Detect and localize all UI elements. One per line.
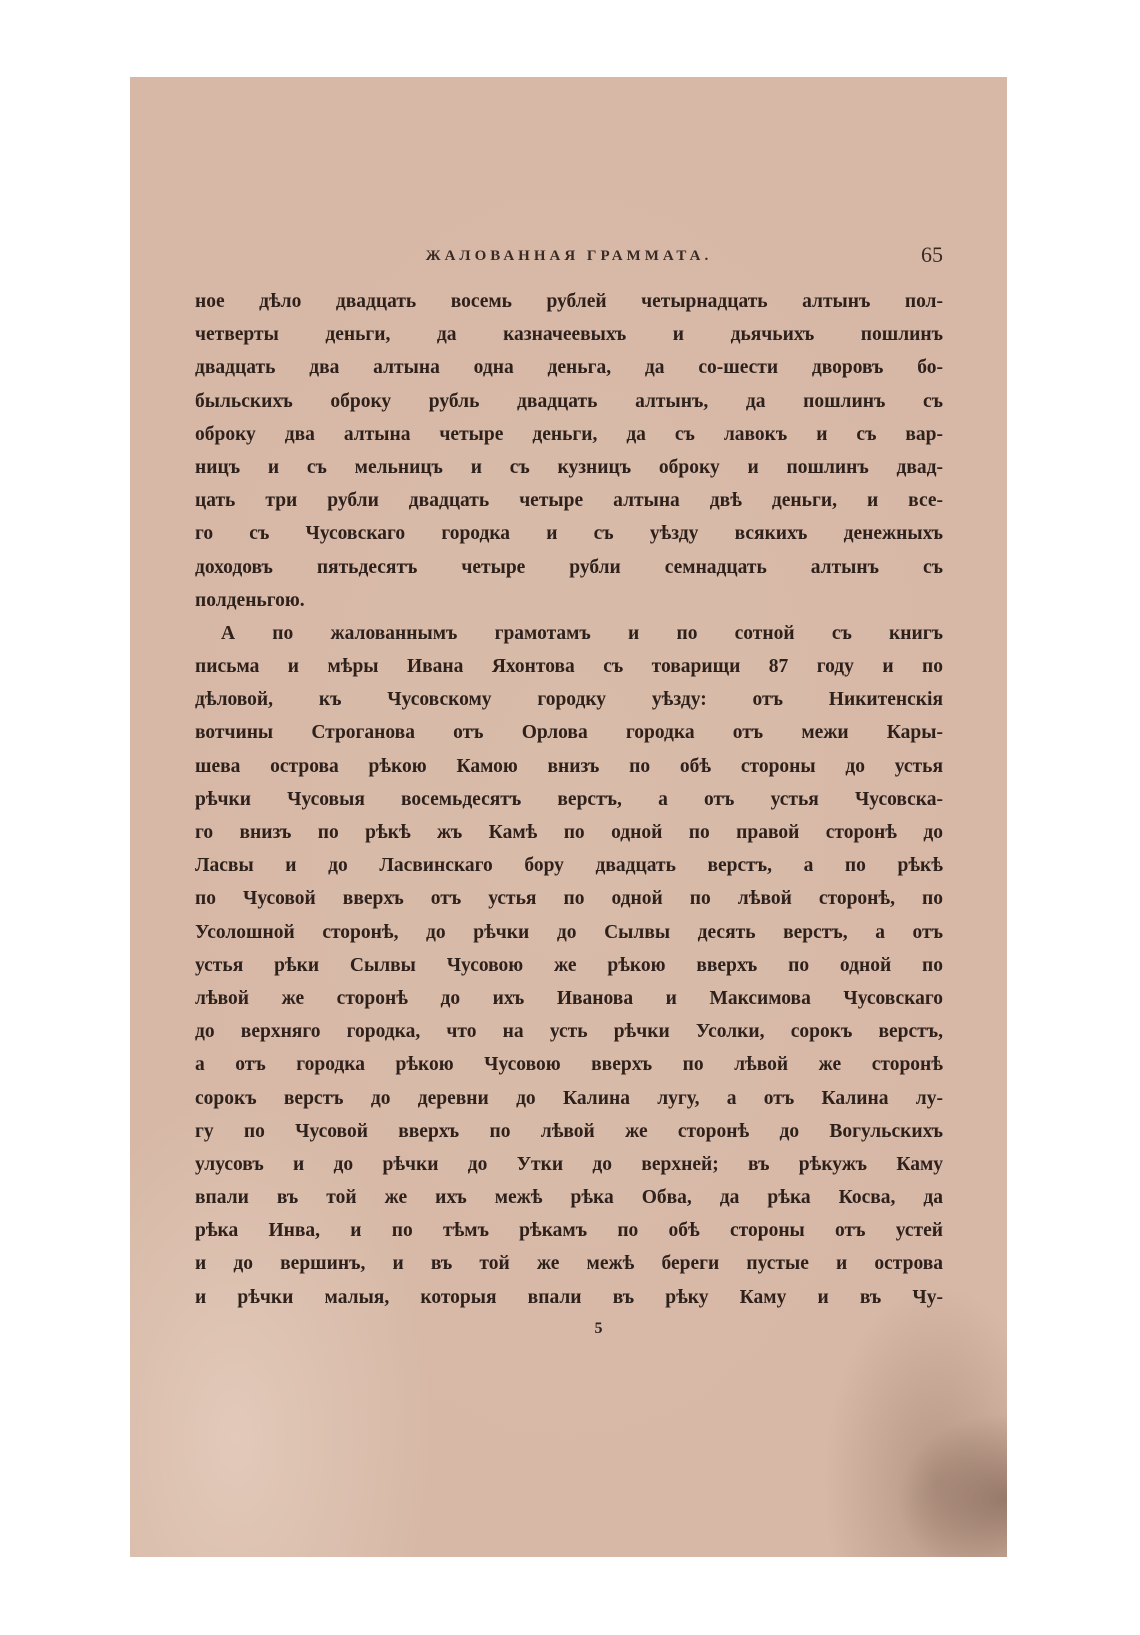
text-line: гу по Чусовой вверхъ по лѣвой же сторонѣ до Вогульскихъ [195, 1120, 943, 1142]
text-line: и рѣчки малыя, которыя впали въ рѣку Каму и въ Чу- [195, 1286, 943, 1308]
text-line: ное дѣло двадцать восемь рублей четырнадцать алтынъ пол- [195, 291, 943, 312]
text-line: письма и мѣры Ивана Яхонтова съ товарищи 87 году и по [195, 656, 943, 678]
text-line: улусовъ и до рѣчки до Утки до верхней; въ рѣкужъ Каму [195, 1153, 943, 1175]
text-line: сорокъ верстъ до деревни до Калина лугу, а отъ Калина лу- [195, 1087, 943, 1109]
signature-mark: 5 [594, 1320, 603, 1337]
text-line: а отъ городка рѣкою Чусовою вверхъ по лѣвой же сторонѣ [195, 1054, 943, 1076]
running-title: ЖАЛОВАННАЯ ГРАММАТА. [425, 248, 713, 264]
text-line: вотчины Строганова отъ Орлова городка отъ межи Кары- [195, 722, 943, 744]
body-text [195, 285, 943, 1314]
text-line: цать три рубли двадцать четыре алтына двѣ деньги, и все- [195, 490, 943, 512]
text-line: устья рѣки Сылвы Чусовою же рѣкою вверхъ по одной по [195, 954, 943, 976]
text-line: оброку два алтына четыре деньги, да съ лавокъ и съ вар- [195, 423, 943, 445]
text-line-paragraph-end: полденьгою. [195, 589, 305, 611]
text-line: Ласвы и до Ласвинскаго бору двадцать верстъ, а по рѣкѣ [195, 855, 943, 877]
page-edge-shadow [897, 1412, 1007, 1557]
text-line: впали въ той же ихъ межѣ рѣка Обва, да рѣка Косва, да [195, 1187, 943, 1209]
text-line: двадцать два алтына одна деньга, да со-шести дворовъ бо- [195, 357, 943, 379]
text-line: быльскихъ оброку рубль двадцать алтынъ, да пошлинъ съ [195, 390, 943, 412]
text-line: рѣка Инва, и по тѣмъ рѣкамъ по обѣ стороны отъ устей [195, 1220, 943, 1242]
text-line: до верхняго городка, что на усть рѣчки Усолки, сорокъ верстъ, [195, 1021, 943, 1043]
text-line-paragraph-start: А по жалованнымъ грамотамъ и по сотной съ книгъ [221, 622, 943, 644]
text-line: и до вершинъ, и въ той же межѣ береги пустые и острова [195, 1253, 943, 1275]
text-line: го съ Чусовскаго городка и съ уѣзду всякихъ денежныхъ [195, 523, 943, 545]
text-line: доходовъ пятьдесятъ четыре рубли семнадцать алтынъ съ [195, 556, 943, 578]
page-number: 65 [921, 242, 943, 267]
text-line: четверты деньги, да казначеевыхъ и дьячьихъ пошлинъ [195, 324, 943, 346]
text-line: дѣловой, къ Чусовскому городку уѣзду: отъ Никитенскія [195, 689, 943, 711]
text-line: лѣвой же сторонѣ до ихъ Иванова и Максимова Чусовскаго [195, 987, 943, 1009]
text-line: Усолошной сторонѣ, до рѣчки до Сылвы десять верстъ, а отъ [195, 921, 943, 943]
running-head [195, 242, 943, 272]
text-line: рѣчки Чусовыя восемьдесятъ верстъ, а отъ устья Чусовска- [195, 788, 943, 810]
text-line: шева острова рѣкою Камою внизъ по обѣ стороны до устья [195, 755, 943, 777]
text-line: го внизъ по рѣкѣ жъ Камѣ по одной по правой сторонѣ до [195, 822, 943, 843]
text-line: ницъ и съ мельницъ и съ кузницъ оброку и пошлинъ двад- [195, 456, 943, 478]
book-page [130, 77, 1007, 1557]
text-line: по Чусовой вверхъ отъ устья по одной по лѣвой сторонѣ, по [195, 888, 943, 910]
